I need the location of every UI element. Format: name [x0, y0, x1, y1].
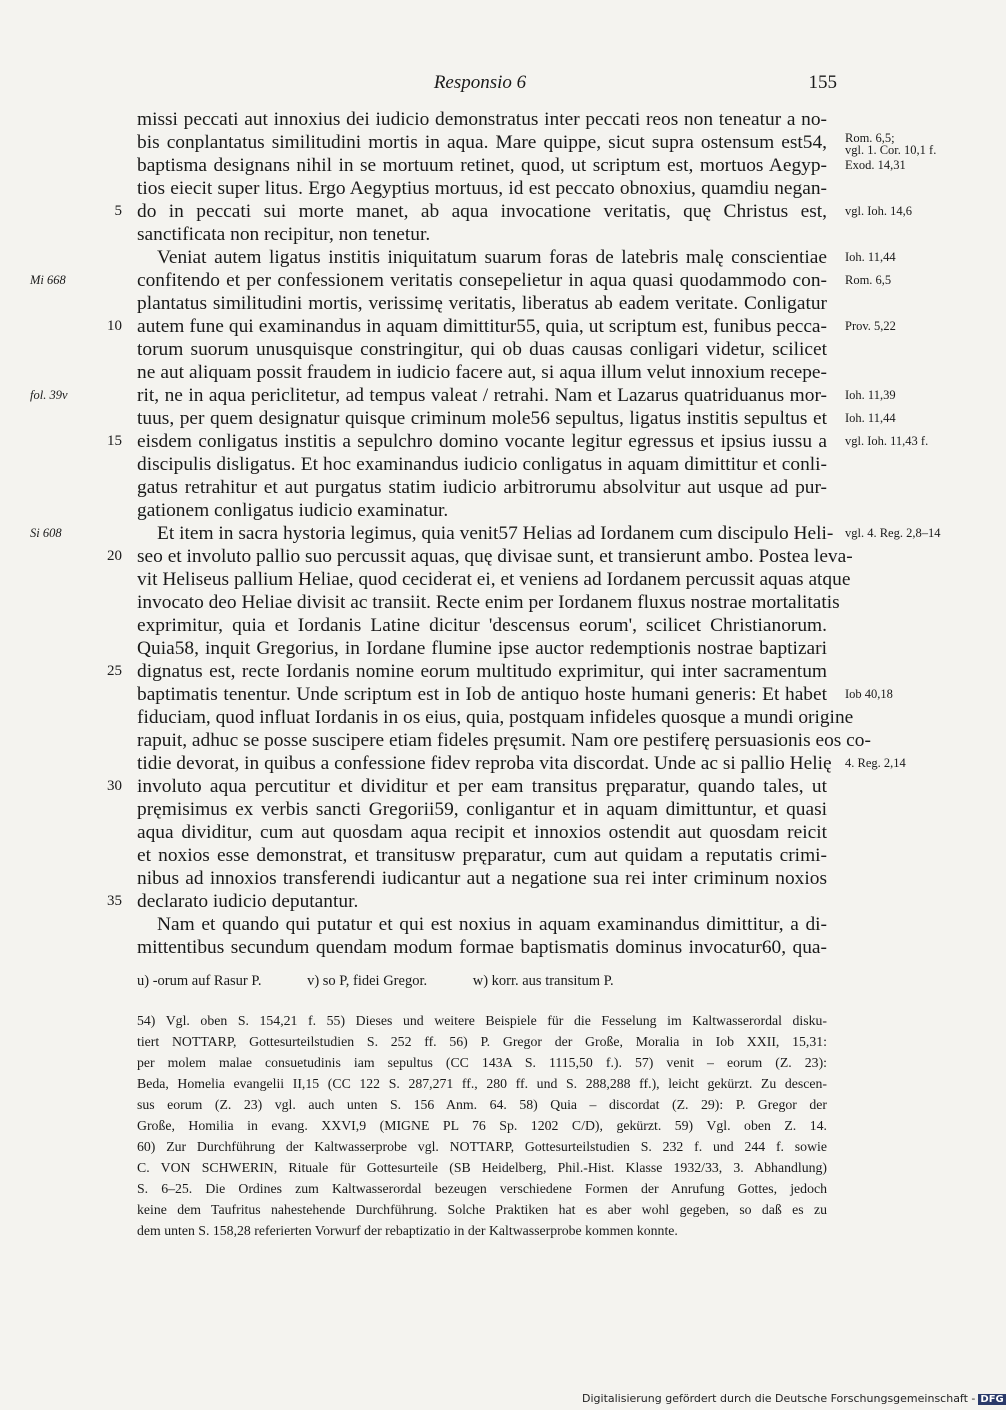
- left-margin-note: Mi 668: [30, 273, 66, 287]
- text-line: fiduciam, quod influat Iordanis in os eius, quia, postquam infideles quosque a mundi origine: [137, 707, 854, 728]
- digitization-credit: [582, 1392, 1004, 1405]
- text-line: gatus retrahitur et aut purgatus statim iudicio arbitrorumu absolvitur aut usque ad pur-: [137, 477, 827, 498]
- right-margin-note: Exod. 14,31: [845, 158, 906, 172]
- text-line: missi peccati aut innoxius dei iudicio demonstratus inter peccati reos non teneatur a no-: [137, 109, 827, 130]
- text-line: autem fune qui examinandus in aquam dimittitur55, quia, ut scriptum est, funibus pecca-: [137, 316, 827, 337]
- right-margin-note: Iob 40,18: [845, 687, 893, 701]
- text-line: baptisma designans nihil in se mortuum retinet, quod, ut scriptum est, mortuos Aegyp-: [137, 155, 827, 176]
- footnote-line: sus eorum (Z. 23) vgl. auch unten S. 156 Anm. 64. 58) Quia – discordat (Z. 29): P. Gregor der: [137, 1097, 827, 1112]
- text-line: Veniat autem ligatus institis iniquitatum suarum foras de latebris malę conscientiae: [157, 247, 827, 268]
- right-margin-note: Prov. 5,22: [845, 319, 896, 333]
- footnote-line: 60) Zur Durchführung der Kaltwasserprobe vgl. NOTTARP, Gottesurteilstudien S. 232 f. und 244 f. sowie: [137, 1139, 827, 1154]
- right-margin-note: vgl. Ioh. 14,6: [845, 204, 913, 218]
- text-line: tios eiecit super litus. Ergo Aegyptius mortuus, id est peccato obnoxius, quamdiu negan-: [137, 178, 827, 199]
- text-line: ne aut aliquam possit fraudem in iudicio facere aut, si aqua illum velut innoxium recepe-: [137, 362, 827, 383]
- text-line: seo et involuto pallio suo percussit aquas, quę divisae sunt, et transierunt ambo. Postea leva-: [137, 546, 853, 567]
- right-margin-note: vgl. 4. Reg. 2,8–14: [845, 526, 941, 540]
- text-line: aqua dividitur, cum aut quosdam aqua recipit et innoxios ostendit aut quosdam reicit: [137, 822, 827, 843]
- line-number: 10: [107, 318, 122, 334]
- text-line: baptimatis tenentur. Unde scriptum est in Iob de antiquo hoste humani generis: Et habet: [137, 684, 827, 705]
- footnote-line: dem unten S. 158,28 referierten Vorwurf der rebaptizatio in der Kaltwasserprobe kommen konnte.: [137, 1223, 678, 1238]
- text-line: bis conplantatus similitudini mortis in aqua. Mare quippe, sicut supra ostensum est54,: [137, 132, 827, 153]
- footnote-line: 54) Vgl. oben S. 154,21 f. 55) Dieses und weitere Beispiele für die Fesselung im Kaltwasserordal disku-: [137, 1013, 827, 1028]
- text-line: nibus ad innoxios transferendi iudicantur aut a negatione sua rei inter criminum noxios: [137, 868, 827, 889]
- footnote-line: Große, Homilia in evang. XXVI,9 (MIGNE PL 76 Sp. 1202 C/D), gekürzt. 59) Vgl. oben Z. 14.: [137, 1118, 827, 1133]
- apparatus-entry: w) korr. aus transitum P.: [472, 973, 614, 989]
- footnote-line: per molem malae consuetudinis iam sepultus (CC 143A S. 1115,50 f.). 57) venit – eorum (Z. 23):: [137, 1055, 827, 1070]
- critical-apparatus: [137, 970, 827, 992]
- text-line: Quia58, inquit Gregorius, in Iordane flumine ipse auctor redemptionis nostrae baptizari: [137, 638, 827, 659]
- text-line: confitendo et per confessionem veritatis consepelietur in aqua quasi quodammodo con-: [137, 270, 827, 291]
- footnote-line: S. 6–25. Die Ordines zum Kaltwasserordal bezeugen verschiedene Formen der Anrufung Gottes, jedoch: [137, 1181, 827, 1196]
- text-line: tuus, per quem designatur quisque criminum mole56 sepultus, ligatus institis sepultus et: [137, 408, 827, 429]
- right-margin-note: 4. Reg. 2,14: [845, 756, 906, 770]
- text-line: sanctificata non recipitur, non tenetur.: [137, 224, 431, 245]
- footnote-line: tiert NOTTARP, Gottesurteilstudien S. 252 ff. 56) P. Gregor der Große, Moralia in Iob XXII, 15,31:: [137, 1034, 827, 1049]
- text-line: plantatus similitudini mortis, verissimę veritatis, liberatus ab eadem veritate. Conligatur: [137, 293, 827, 314]
- text-line: vit Heliseus pallium Heliae, quod ceciderat ei, et veniens ad Iordanem percussit aquas atque: [137, 569, 851, 590]
- text-line: mittentibus secundum quendam modum formae baptismatis dominus invocatur60, qua-: [137, 937, 827, 958]
- right-margin-note: Ioh. 11,44: [845, 411, 896, 425]
- running-title: Responsio 6: [433, 72, 527, 93]
- text-line: torum suorum unusquisque constringitur, qui ob duas causas conligari videtur, scilicet: [137, 339, 827, 360]
- text-line: rit, ne in aqua periclitetur, ad tempus valeat / retrahi. Nam et Lazarus quatriduanus mor-: [137, 385, 827, 406]
- line-number: 25: [107, 663, 122, 679]
- text-line: tidie devorat, in quibus a confessione fidev reproba vita discordat. Unde ac si pallio Helię: [137, 753, 832, 774]
- left-margin-note: Si 608: [30, 526, 62, 540]
- footnote-line: Beda, Homelia evangelii II,15 (CC 122 S. 287,271 ff., 280 ff. und S. 288,288 ff.), leicht gekürzt. Zu descen-: [137, 1076, 827, 1091]
- text-line: do in peccati sui morte manet, ab aqua invocatione veritatis, quę Christus est,: [137, 201, 827, 222]
- text-line: invocato deo Heliae divisit ac transiit. Recte enim per Iordanem fluxus nostrae mortalitatis: [137, 592, 840, 613]
- page-number: 155: [808, 72, 837, 93]
- text-line: pręmisimus ex verbis sancti Gregorii59, conligantur et in aquam dimittuntur, et quasi: [137, 799, 827, 820]
- credit-text: Digitalisierung gefördert durch die Deutsche Forschungsgemeinschaft -: [582, 1392, 976, 1405]
- text-line: eisdem conligatus institis a sepulchro domino vocante legitur egressus et ipsius iussu a: [137, 431, 827, 452]
- text-line: exprimitur, quia et Iordanis Latine dicitur 'descensus eorum', scilicet Christianorum.: [137, 615, 827, 636]
- text-line: declarato iudicio deputantur.: [137, 891, 359, 912]
- footnote-line: C. VON SCHWERIN, Rituale für Gottesurteile (SB Heidelberg, Phil.-Hist. Klasse 1932/33, 3. Abhandlung): [137, 1160, 827, 1175]
- text-line: dignatus est, recte Iordanis nomine eorum multitudo exprimitur, qui inter sacramentum: [137, 661, 827, 682]
- text-line: discipulis disligatus. Et hoc examinandus iudicio conligatus in aquam dimittitur et conli-: [137, 454, 827, 475]
- apparatus-entry: u) -orum auf Rasur P.: [137, 973, 262, 989]
- footnote-line: keine dem Taufritus nahestehende Durchführung. Solche Praktiken hat es aber wohl gegeben, so daß es zu: [137, 1202, 827, 1217]
- text-line: et noxios esse demonstrat, et transitusw pręparatur, cum aut quidam a reputatis crimi-: [137, 845, 827, 866]
- right-margin-note: Ioh. 11,39: [845, 388, 896, 402]
- line-number: 5: [114, 203, 122, 219]
- text-line: involuto aqua percutitur et dividitur et per eam transitus pręparatur, quando tales, ut: [137, 776, 827, 797]
- right-margin-note: Ioh. 11,44: [845, 250, 896, 264]
- text-line: gationem conligatus iudicio examinatur.: [137, 500, 449, 521]
- line-number: 30: [107, 778, 122, 794]
- right-margin-note: Rom. 6,5;: [845, 131, 895, 145]
- right-margin-note: vgl. 1. Cor. 10,1 f.: [845, 143, 937, 157]
- apparatus-entry: v) so P, fidei Gregor.: [307, 973, 428, 989]
- dfg-logo: DFG: [980, 1394, 1004, 1405]
- line-number: 15: [107, 433, 122, 449]
- line-number: 35: [107, 893, 122, 909]
- right-margin-note: vgl. Ioh. 11,43 f.: [845, 434, 929, 448]
- right-margin-note: Rom. 6,5: [845, 273, 892, 287]
- text-line: rapuit, adhuc se posse suscipere etiam fideles pręsumit. Nam ore pestiferę persuasionis eos co-: [137, 730, 871, 751]
- left-margin-note: fol. 39v: [30, 388, 68, 402]
- text-line: Et item in sacra hystoria legimus, quia venit57 Helias ad Iordanem cum discipulo Heli-: [157, 523, 834, 544]
- line-number: 20: [107, 548, 122, 564]
- text-line: Nam et quando qui putatur et qui est noxius in aquam examinandus dimittitur, a di-: [157, 914, 827, 935]
